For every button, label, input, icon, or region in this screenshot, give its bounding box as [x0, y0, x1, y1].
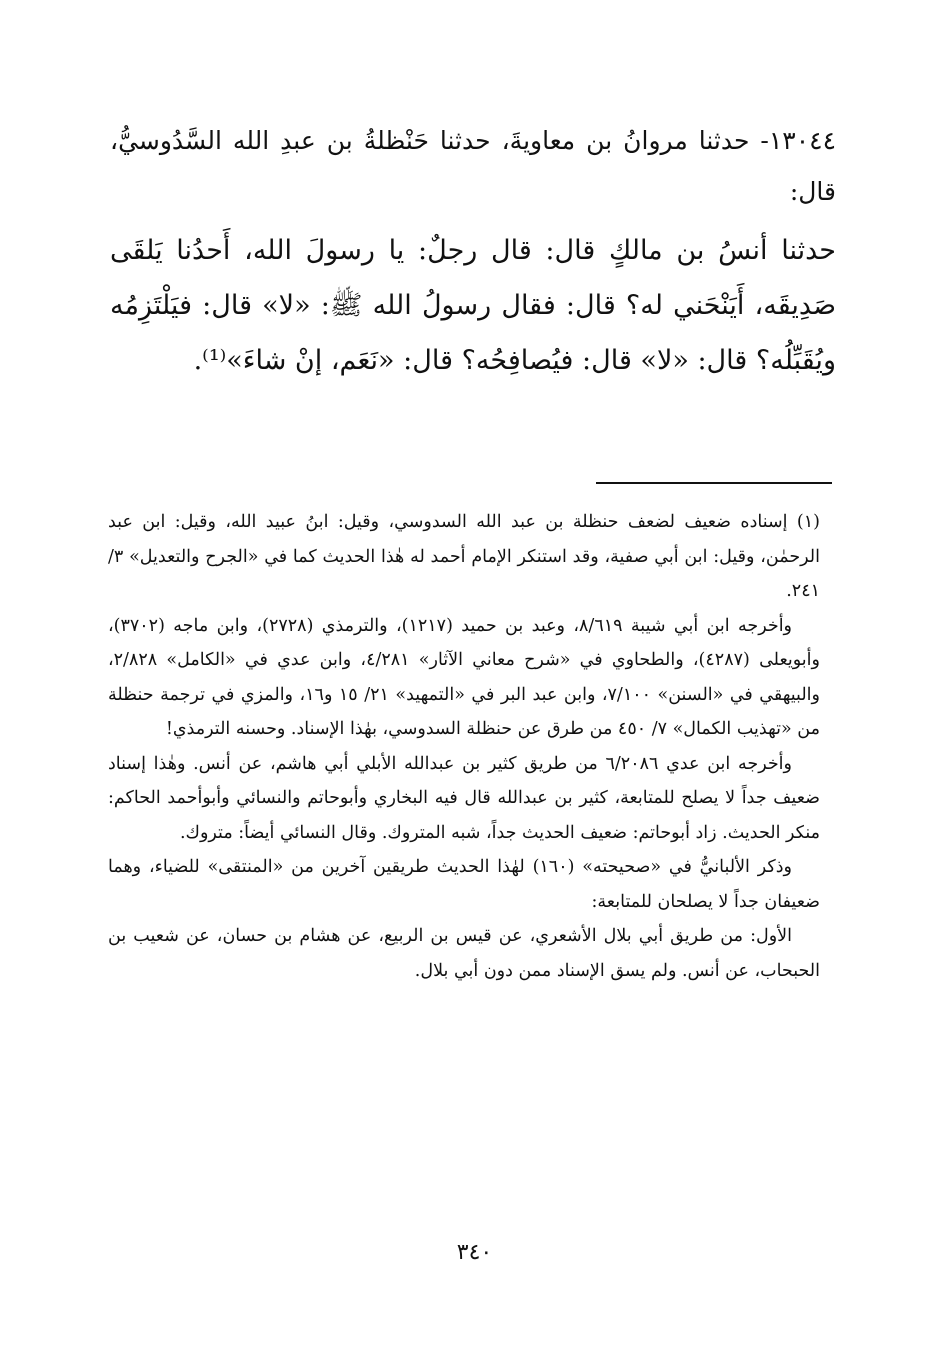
footnote-paragraph: وأخرجه ابن أبي شيبة ٨/٦١٩، وعبد بن حميد (١٢١٧)، والترمذي (٢٧٢٨)، وابن ماجه (٣٧٠٢)، وأبويعلى (٤٢٨٧)، والطحاوي في «شرح معاني الآثار» ٤/٢٨١، وابن عدي في «الكامل» ٢/٨٢٨، والبيهقي في «السنن» ٧/١٠٠، وابن عبد البر في «التمهيد» ٢١/ ١٥ و١٦، والمزي في ترجمة حنظلة من «تهذيب الكمال» ٧/ ٤٥٠ من طرق عن حنظلة السدوسي، بهٰذا الإسناد. وحسنه الترمذي!: [108, 615, 820, 739]
footnote-paragraph: وأخرجه ابن عدي ٦/٢٠٨٦ من طريق كثير بن عبدالله الأبلي أبي هاشم، عن أنس. وهٰذا إسناد ضعيف جداً لا يصلح للمتابعة، كثير بن عبدالله قال فيه البخاري وأبوحاتم والنسائي وأبوأحمد الحاكم: منكر الحديث. زاد أبوحاتم: ضعيف الحديث جداً، شبه المتروك. وقال النسائي أيضاً: متروك.: [108, 753, 820, 843]
hadith-isnad: ١٣٠٤٤- حدثنا مروانُ بن معاويةَ، حدثنا حَنْظلةُ بن عبدِ الله السَّدُوسيُّ، قال:: [110, 126, 836, 206]
footnotes: [108, 505, 820, 988]
page-number: ٣٤٠: [456, 1240, 493, 1265]
hadith-matn: حدثنا أنسُ بن مالكٍ قال: قال رجلٌ: يا رسولَ الله، أَحدُنا يَلقَى صَدِيقَه، أَيَنْحَني له؟ قال: فقال رسولُ الله ﷺ: «لا» قال: فيَلْتَزِمُه ويُقَبِّلُه؟ قال: «لا» قال: فيُصافِحُه؟ قال: «نَعَم، إنْ شاءَ»⁽¹⁾.: [110, 235, 836, 376]
footnote-paragraph: الأول: من طريق أبي بلال الأشعري، عن قيس بن الربيع، عن هشام بن حسان، عن شعيب بن الحبحاب، عن أنس. ولم يسق الإسناد ممن دون أبي بلال.: [108, 926, 820, 981]
footnote-paragraph: (١) إسناده ضعيف لضعف حنظلة بن عبد الله السدوسي، وقيل: ابنُ عبيد الله، وقيل: ابن عبد الرحمٰن، وقيل: ابن أبي صفية، وقد استنكر الإمام أحمد له هٰذا الحديث كما في «الجرح والتعديل» ٣/ ٢٤١.: [108, 512, 820, 601]
footnote-paragraph: وذكر الألبانيُّ في «صحيحته» (١٦٠) لهٰذا الحديث طريقين آخرين من «المنتقى» للضياء، وهما ضعيفان جداً لا يصلحان للمتابعة:: [108, 857, 820, 912]
footnote-separator: [596, 482, 832, 484]
